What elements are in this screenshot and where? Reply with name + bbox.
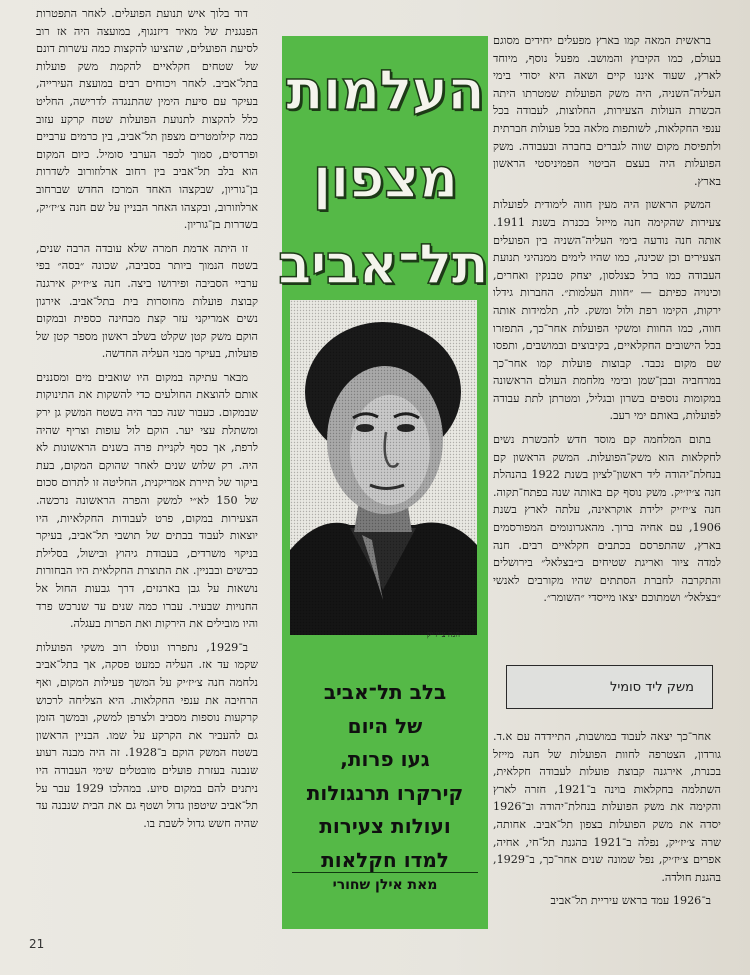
paragraph: המשק הראשון היה מעין חווה לימודית לפועלות צעירות שהקימה חנה מייזל בכנרת בשנת 1911. אותה חנה נודעה בימי העליה־השניה בין הפועלים הצעירים וכן שכינה, כמו שהיו לימים ממנהיגי תנועת העבודה כמו ברל כצנלסון, יצחק טבנקין ואחרים, וכינויה כפיתם — ״חוות העלמות״. החברות גידלו ירקות, הקימו רפת ולול ומשק. לה, תלמידות אותה חווה, כמו החוות ומשקי הפועלות אחר־כך, התפזרו בכל הישובים החקלאיים, בקיבוצים ובמושבים, ותפסו שם מקום נכבד. קבוצות פועלות קמו אחר־כך במרחביה ובבן־שמן ובימי מלחמת העולם הראשונה במקומות נוספים בשרון ובגליל, ומטרתן לתת עבודה לפועלות, באותם ימי רעב. [493,198,721,423]
subhead-line: בלב תל־אביב [323,680,447,704]
subhead-line: געו פרות, [340,747,430,771]
subheadline [286,676,484,877]
paragraph: דוד בלוך איש תנועת הפועלים. לאחר התפטרות הפנגנית של מאיר דיזנגוף, במועצה היה אז רוב לסיעת הפועלים, שהציעו להקצות כמה עשרות דונם של שטחים חקלאיים להקמת משק פועלות בתל־אביב. לאחר ויכוחים רבים במועצת העירייה, בעיקר עם סיעת הימין שהתנגדה לדרישה, החליט כלל להקצות לתנועת הפועלות שטח קרקע עזוב כמה קילומטרים מצפון תל־אביב, בין כרמים ערביים ופרדסים, סמוך לכפר הערבי סומיל. כיום המקום הוא בלב תל־אביב בין רחוב ארלוזורוב לשדרות בן־גוריון, שבקצהו האחד המרכז החדש שברחוב ארלוזורוב, ובקצהו האחר הבניין על שם חנה צ׳יז׳יק, בשדרות בן־גוריון. [36,7,258,232]
photo-caption: חנה צ׳יז׳יק [426,630,460,639]
article-column-right-bottom [493,728,721,928]
paragraph: בראשית המאה קמו בארץ מפעלים יחידים מסוגם בעולם, כמו הקיבוץ והמושב. מפעל נוסף, מיוחד לארץ, שעוד איננו קיים ושאה היא יסודי בימי העליה־השניה, היה משק הפועלות שמטרתו היתה הכשרת העולות הצעירות, החלוצות, לעבודה בכל ענפי החקלאות, לשותפות מלאה בכל פעולות חברתית ולתפיסת מקום שווה לגברים בחברה ובעבודה. משק הפועלות היה בעצם הביטוי הפמיניסטי הראשון בארץ. [493,34,721,188]
byline: מאת אילן שחורי [292,872,478,893]
paragraph: ב־1926 עמד בראש עיריית תל־אביב [550,894,711,908]
subhead-line: למדו חקלאות [321,847,449,872]
subhead-line: קירקרו תרנגולות [306,780,464,805]
portrait-photo [290,300,477,635]
paragraph: מבאר עתיקה במקום היו שואבים מים ומסננים אותם להוצאת החולעים כדי להשקות את התינוקות שבמקום. כעבור שנה כבר היה בשטח המשק גן ירק ומשתלת עצי יער. הוקם לול עופות וצריף שהיה לרפת, אך כסף לקניית פרה בשנים הראשונות לא היה. רק שלוש שנים לאחר שהוקם המקום, בעת ביקור של תיירת אמריקנית, החליטה זו לתרום סכום של 150 לא״י למשק והפרה הראשונה נרכשה. הצעירות במקום, פרט לעבודות החקלאיות, היו יוצאות לעבוד בבתים של תושבי תל־אביב, בעיקר בניקוי משרדים, בעבודת גיהוץ ובישול, בסלילת כבישים ובבניין. את התוצרת החקלאית היו הבחורות נושאות על גבן בארגזים, דרך גבעות החול אל החנויות שבעיר. עברו כמה שנים עד שנרכש פרד והיו מובילים את הירקות ואת הפרות בעגלה. [36,370,258,631]
paragraph: זו היתה אדמת חמרה שלא עובדה הרבה שנים, בשטח הנמוך ביותר בסביבה, שכונה ״בסה״ בפי ערביי הסביבה ופירושו ביצה. חנה צ׳יז׳יק אירגנה קבוצת פועלות מחוסרות בית בתל־אביב. אירגון נשים אמריקני עזר קצת מבחינה כספית ובמקום הוקם משק קטן שקלט בשלב ראשון מספר קטן של פועלות, בעיקר מבני העליה החדשה. [36,241,258,361]
article-column-right [493,32,721,647]
title-line-2: מצפון [312,146,458,210]
subhead-line: ועולות צעירות [319,814,451,838]
paragraph: ב־1929, נתפררו ונוסלו רוב משקי הפועלות שקמו עד אז. העליה כמעט פסקה, אך בתל־אביב נלחמה חנה צ׳יז׳יק על המשך פעילות המקום, ואף הרחיבה את ענפי החקלאות. היא הצליחה לרכוש קרקעות נוספות מסביב ולצרפן למשק, ובמשך הזמן גם להעביר את הקרקע על שמו. הבניין הראשון בשטח המשק הוקם ב־1928. זה היה מבנה רעוע שנבנה בעזרת פועלים מובטלים שימי העבודה היו ניתנים להם במקום סיוע. במהלכו 1929 עבר על תל־אביב שיטפון גדול ושטף גם את הבית שנבנה עד שהיה חשש גדול לשבת בו. [36,640,258,830]
subhead-line: של היום [347,713,423,738]
section-box-heading: משק ליד סומיל [506,665,713,709]
paragraph: בתום המלחמה קם מוסד חדש להכשרת נשים לחקלאות הוא משק־הפועלות. המשק הראשון קם בנחלת־יהודה ליד ראשון־לציון בשנת 1922 בהנהלת חנה צ׳יז׳יק. משק נוסף קם באותה שנה בפתח־תקוה. חנה צ׳יז׳יק ילידת אוקראינה, עלתה לארץ בשנת 1906, עם אחיה ברוך. מהאגרונומים המפורסמים בארץ, שהתפרסם בכתבים חקלאיים רבים. חנה למדה ציור ואריגת שטיחים ב״בצלאל״ בירושלים והתקרבה לחברת הסתתים שהיו מקורבים לאנשי ״בצלאל״ ושמתוכם יצאו מייסדי ״השומר״. [493,433,721,605]
page-number: 21 [29,937,45,951]
title-line-1: העלמות [286,58,484,122]
article-column-left [36,5,258,925]
paragraph: אחר־כך יצאה לעבוד במושבות, התיידדה עם א.ד. גורדון, הצטרפה לחוות הפועלות של חנה מייזל בכנרת, אירגנה קבוצת פועלות לעבודה חקלאית, השתלמה בחקלאות בוינה ב־1921, חזרה לארץ והקימה את משק הפועלות בנחלת־יהודה וב־1926 יסדה את משק הפועלות בצפון תל־אביב. אחותה, שרה צ׳יז׳יק, נפלה ב־1921 בהגנת תל־חי, אחיה, אפרים צ׳יז׳יק, נפל שמונה שנים אחר־כך, ב־1929, בהגנת חולדה. [493,730,721,884]
title-line-3: תל־אביב [278,232,488,296]
